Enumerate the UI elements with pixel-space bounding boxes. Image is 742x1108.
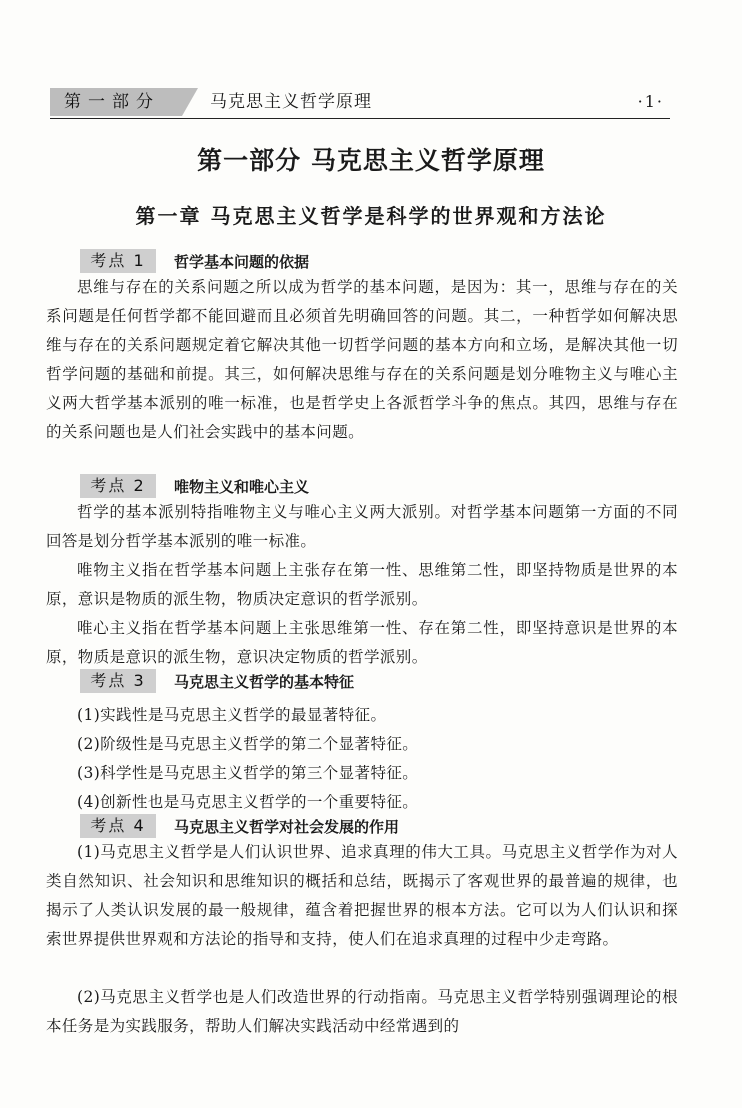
section-2-paragraph-1: 哲学的基本派别特指唯物主义与唯心主义两大派别。对哲学基本问题第一方面的不同回答是划分哲学基本派别的唯一标准。 <box>46 503 678 550</box>
section-4-paragraph-2: (2)马克思主义哲学也是人们改造世界的行动指南。马克思主义哲学特别强调理论的根本任务是为实践服务，帮助人们解决实践活动中经常遇到的 <box>46 988 678 1035</box>
section-4-label: 考点 4 <box>80 814 156 838</box>
part-label-tab: 第一部分 <box>50 88 182 116</box>
section-3-item-3: (3)科学性是马克思主义哲学的第三个显著特征。 <box>77 764 419 782</box>
section-3-label: 考点 3 <box>80 669 156 693</box>
section-3-title: 马克思主义哲学的基本特征 <box>174 673 355 691</box>
section-3-item-1: (1)实践性是马克思主义哲学的最显著特征。 <box>77 706 387 724</box>
running-header <box>50 86 670 119</box>
section-2-title: 唯物主义和唯心主义 <box>174 478 310 496</box>
section-4-title: 马克思主义哲学对社会发展的作用 <box>174 818 400 836</box>
section-1-title: 哲学基本问题的依据 <box>174 253 310 271</box>
section-2-label: 考点 2 <box>80 474 156 498</box>
running-header-title: 马克思主义哲学原理 <box>210 92 372 112</box>
section-3-item-2: (2)阶级性是马克思主义哲学的第二个显著特征。 <box>77 735 419 753</box>
part-title: 第一部分 马克思主义哲学原理 <box>197 146 545 175</box>
section-1-label: 考点 1 <box>80 249 156 273</box>
section-2-paragraph-2: 唯物主义指在哲学基本问题上主张存在第一性、思维第二性，即坚持物质是世界的本原，意识是物质的派生物，物质决定意识的哲学派别。 <box>46 561 678 608</box>
chapter-title: 第一章 马克思主义哲学是科学的世界观和方法论 <box>135 204 607 228</box>
section-3-item-4: (4)创新性也是马克思主义哲学的一个重要特征。 <box>77 793 419 811</box>
section-1-paragraph-1: 思维与存在的关系问题之所以成为哲学的基本问题，是因为：其一，思维与存在的关系问题是任何哲学都不能回避而且必须首先明确回答的问题。其二，一种哲学如何解决思维与存在的关系问题规定着它解决其他一切哲学问题的基本方向和立场，是解决其他一切哲学问题的基础和前提。其三，如何解决思维与存在的关系问题是划分唯物主义与唯心主义两大哲学基本派别的唯一标准，也是哲学史上各派哲学斗争的焦点。其四，思维与存在的关系问题也是人们社会实践中的基本问题。 <box>46 278 678 441</box>
section-2-paragraph-3: 唯心主义指在哲学基本问题上主张思维第一性、存在第二性，即坚持意识是世界的本原，物质是意识的派生物，意识决定物质的哲学派别。 <box>46 619 678 666</box>
page-number: ·1· <box>637 92 664 111</box>
section-4-paragraph-1: (1)马克思主义哲学是人们认识世界、追求真理的伟大工具。马克思主义哲学作为对人类自然知识、社会知识和思维知识的概括和总结，既揭示了客观世界的最普遍的规律，也揭示了人类认识发展的最一般规律，蕴含着把握世界的根本方法。它可以为人们认识和探索世界提供世界观和方法论的指导和支持，使人们在追求真理的过程中少走弯路。 <box>46 843 678 948</box>
